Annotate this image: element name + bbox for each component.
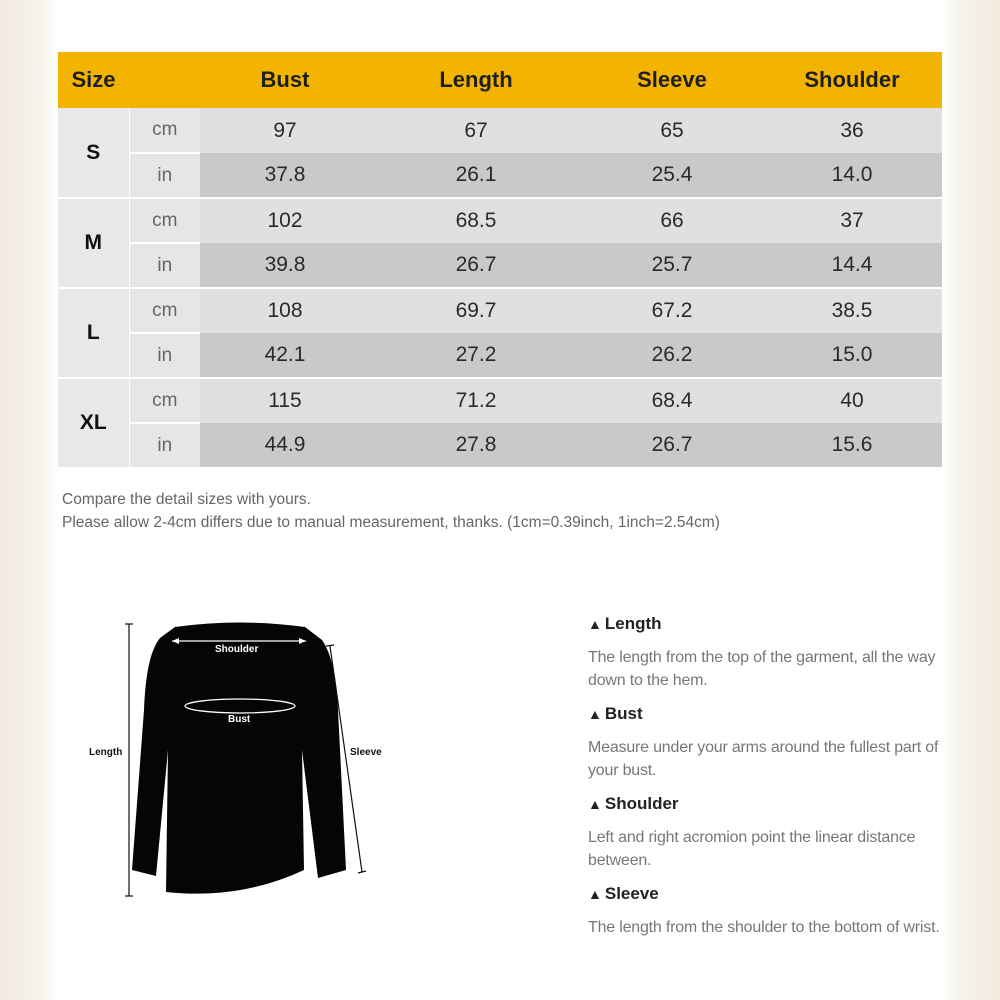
- cell-length: 26.7: [370, 243, 582, 288]
- cell-sleeve: 26.2: [582, 333, 762, 378]
- cell-sleeve: 65: [582, 108, 762, 153]
- header-sleeve: Sleeve: [582, 52, 762, 108]
- triangle-icon: ▲: [588, 796, 602, 812]
- definition-text: Measure under your arms around the fullest part of your bust.: [588, 739, 939, 779]
- cell-bust: 102: [200, 198, 370, 243]
- cell-sleeve: 68.4: [582, 378, 762, 423]
- cell-sleeve: 67.2: [582, 288, 762, 333]
- shoulder-label: Shoulder: [215, 644, 259, 655]
- definition-text: The length from the shoulder to the bottom of wrist.: [588, 919, 940, 936]
- definition-title: [588, 702, 942, 726]
- unit-label: in: [129, 243, 200, 288]
- cell-length: 27.2: [370, 333, 582, 378]
- note-line-1: Compare the detail sizes with yours.: [62, 491, 311, 508]
- cell-shoulder: 15.0: [762, 333, 942, 378]
- unit-label: cm: [129, 108, 200, 153]
- cell-length: 26.1: [370, 153, 582, 198]
- triangle-icon: ▲: [588, 706, 602, 722]
- cell-bust: 44.9: [200, 423, 370, 468]
- cell-shoulder: 37: [762, 198, 942, 243]
- cell-length: 27.8: [370, 423, 582, 468]
- cell-sleeve: 25.4: [582, 153, 762, 198]
- cell-bust: 115: [200, 378, 370, 423]
- length-label: Length: [89, 747, 123, 758]
- definition-text: Left and right acromion point the linear distance between.: [588, 829, 916, 869]
- table-row: [58, 288, 942, 333]
- table-row: [58, 108, 942, 153]
- cell-sleeve: 25.7: [582, 243, 762, 288]
- cell-length: 71.2: [370, 378, 582, 423]
- definition-title: [588, 792, 942, 816]
- definition-title: [588, 882, 942, 906]
- sleeve-label: Sleeve: [350, 747, 382, 758]
- cell-bust: 39.8: [200, 243, 370, 288]
- unit-label: in: [129, 423, 200, 468]
- table-row: [58, 378, 942, 423]
- cell-length: 68.5: [370, 198, 582, 243]
- header-length: Length: [370, 52, 582, 108]
- measurement-definitions: [588, 612, 942, 949]
- cell-shoulder: 15.6: [762, 423, 942, 468]
- header-unit: [129, 52, 200, 108]
- measurement-notes: [62, 488, 922, 534]
- cell-length: 69.7: [370, 288, 582, 333]
- table-row: [58, 198, 942, 243]
- definition-title-text: Sleeve: [604, 884, 659, 903]
- size-chart-table: [58, 52, 942, 469]
- triangle-icon: ▲: [588, 886, 602, 902]
- definition-title-text: Length: [604, 614, 662, 633]
- cell-shoulder: 40: [762, 378, 942, 423]
- cell-bust: 97: [200, 108, 370, 153]
- triangle-icon: ▲: [588, 616, 602, 632]
- definition-title: [588, 612, 942, 636]
- unit-label: cm: [129, 288, 200, 333]
- definition-title-text: Bust: [604, 704, 643, 723]
- unit-label: cm: [129, 198, 200, 243]
- table-header-row: [58, 52, 942, 108]
- header-shoulder: Shoulder: [762, 52, 942, 108]
- header-size: Size: [58, 52, 129, 108]
- cell-length: 67: [370, 108, 582, 153]
- note-line-2: Please allow 2-4cm differs due to manual measurement, thanks. (1cm=0.39inch, 1inch=2.54cm): [62, 514, 720, 531]
- sweater-shape: [132, 623, 346, 894]
- table-row: [58, 333, 942, 378]
- cell-bust: 42.1: [200, 333, 370, 378]
- cell-sleeve: 26.7: [582, 423, 762, 468]
- cell-sleeve: 66: [582, 198, 762, 243]
- cell-shoulder: 38.5: [762, 288, 942, 333]
- size-label: L: [58, 288, 129, 378]
- bust-label: Bust: [228, 714, 251, 725]
- unit-label: cm: [129, 378, 200, 423]
- cell-shoulder: 14.4: [762, 243, 942, 288]
- cell-bust: 108: [200, 288, 370, 333]
- cell-bust: 37.8: [200, 153, 370, 198]
- cell-shoulder: 36: [762, 108, 942, 153]
- cell-shoulder: 14.0: [762, 153, 942, 198]
- table-row: [58, 423, 942, 468]
- garment-diagram: [80, 600, 410, 920]
- size-label: XL: [58, 378, 129, 468]
- header-bust: Bust: [200, 52, 370, 108]
- table-row: [58, 153, 942, 198]
- table-row: [58, 243, 942, 288]
- definition-text: The length from the top of the garment, all the way down to the hem.: [588, 649, 936, 689]
- unit-label: in: [129, 153, 200, 198]
- unit-label: in: [129, 333, 200, 378]
- size-label: S: [58, 108, 129, 198]
- definition-title-text: Shoulder: [604, 794, 679, 813]
- size-label: M: [58, 198, 129, 288]
